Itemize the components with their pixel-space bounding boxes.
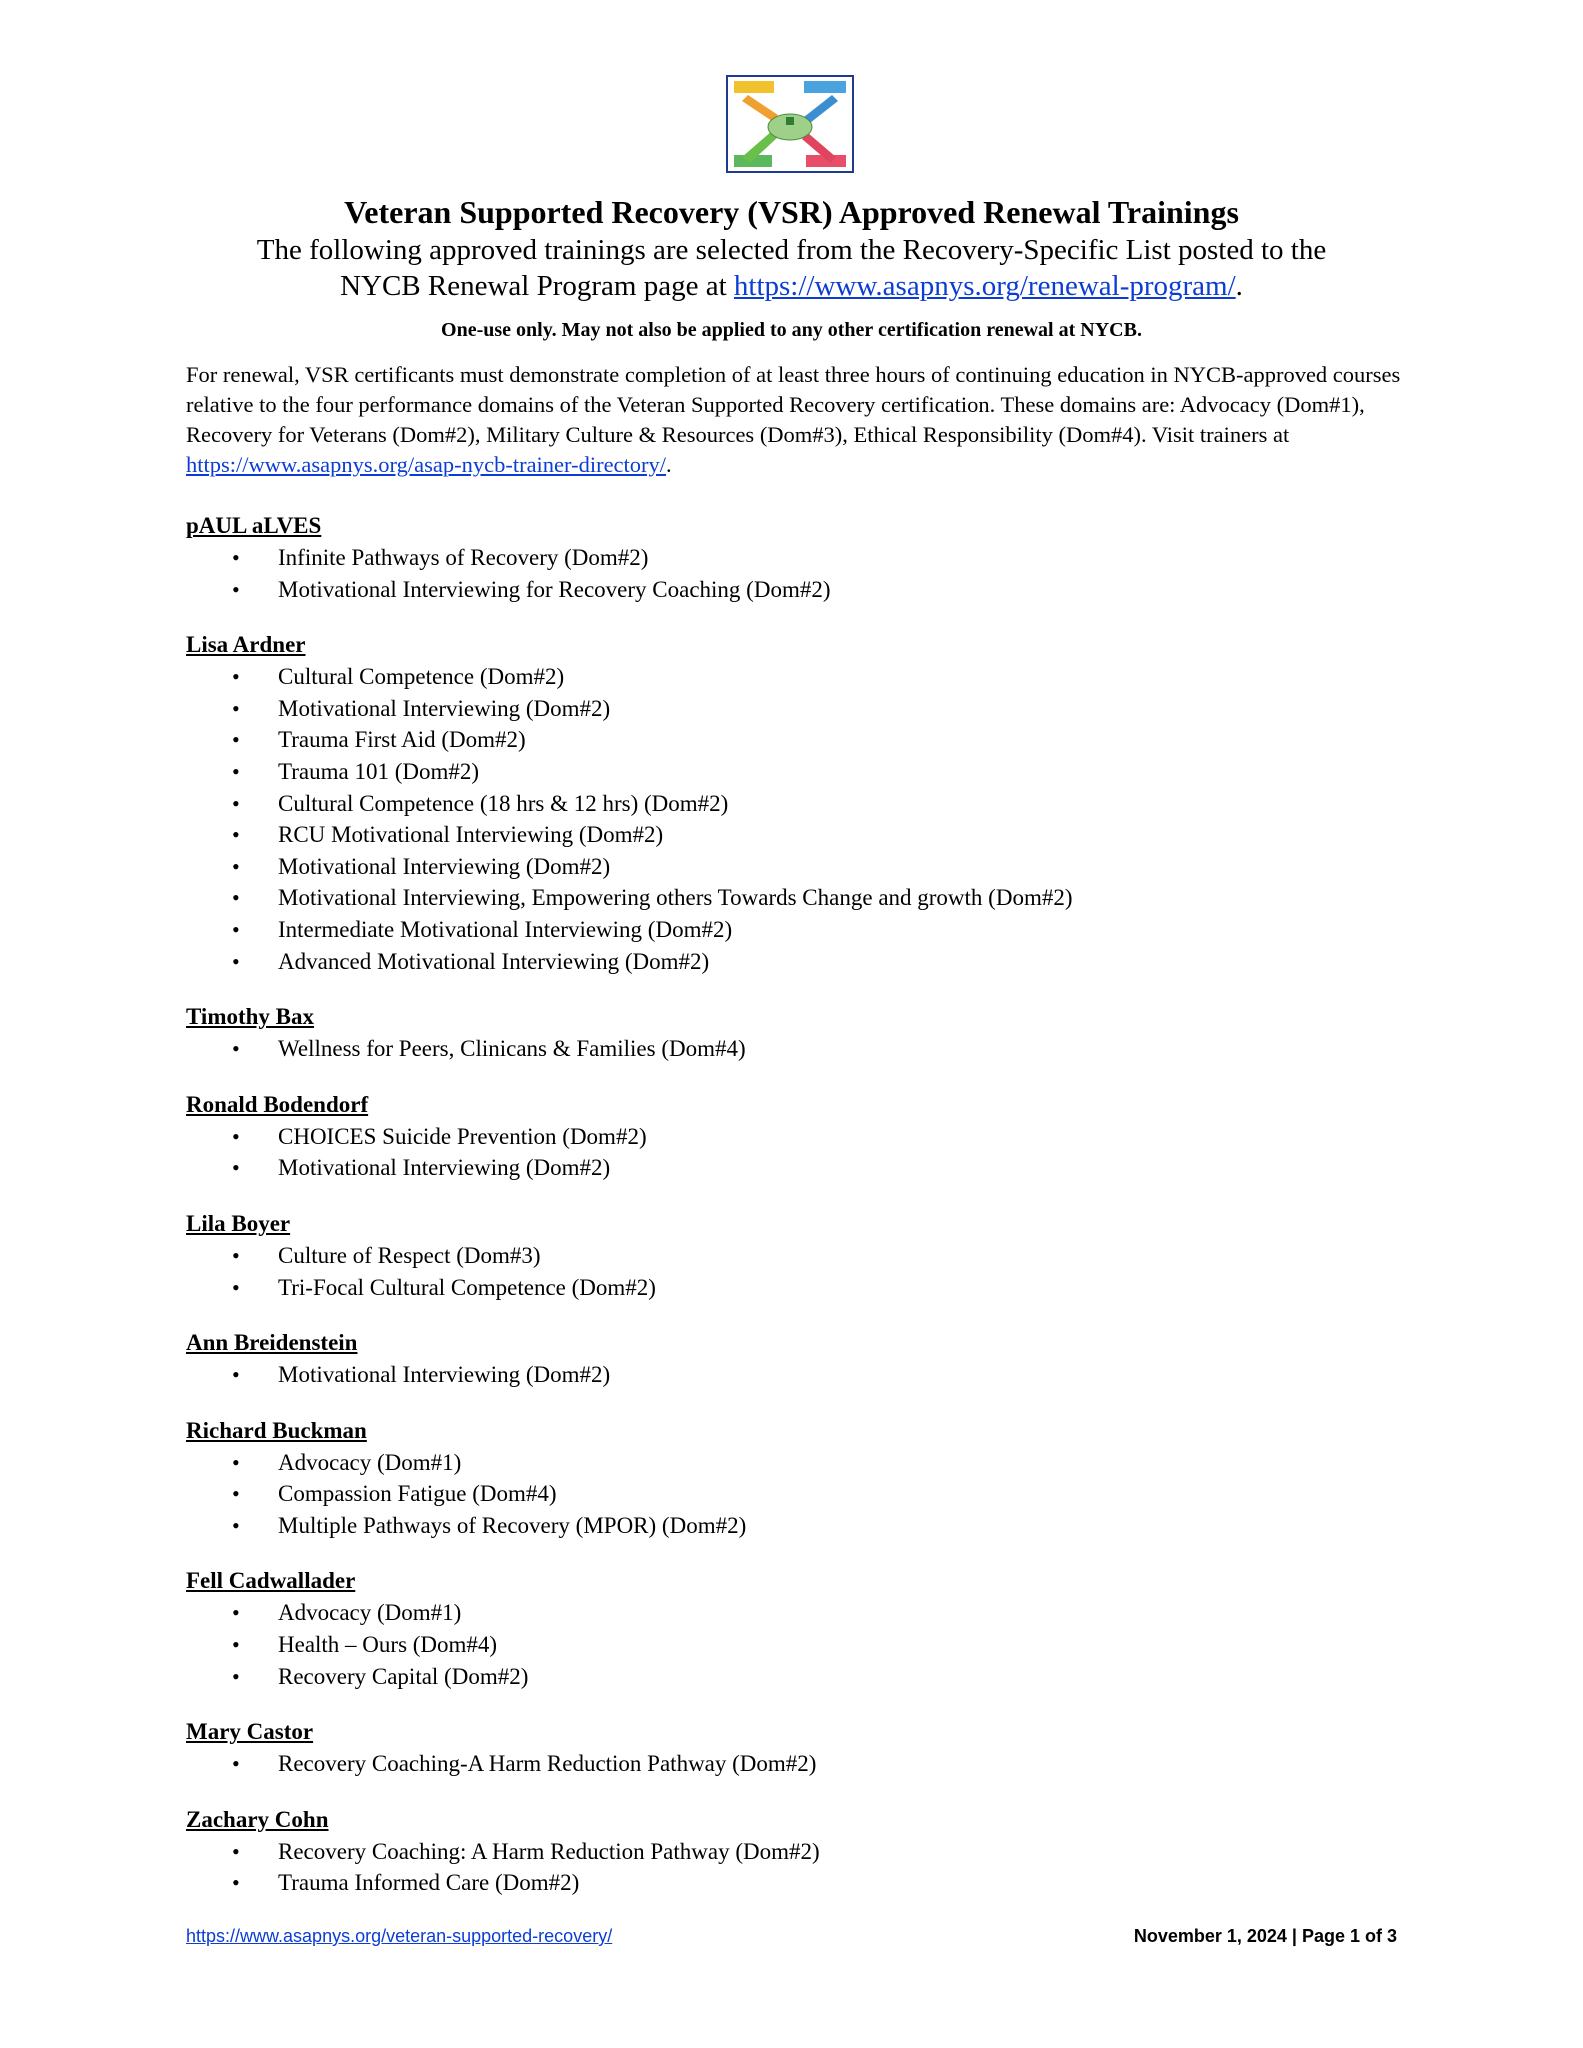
course-list bbox=[186, 1748, 1386, 1780]
course-item: • Intermediate Motivational Interviewing (Dom#2) bbox=[186, 914, 1386, 946]
course-item: • Compassion Fatigue (Dom#4) bbox=[186, 1478, 1386, 1510]
course-list bbox=[186, 1836, 1386, 1899]
course-item: • Recovery Coaching: A Harm Reduction Pathway (Dom#2) bbox=[186, 1836, 1386, 1868]
subtitle-line-1: The following approved trainings are selected from the Recovery-Specific List posted to the bbox=[256, 234, 1327, 266]
course-item: • Culture of Respect (Dom#3) bbox=[186, 1240, 1386, 1272]
course-item: • Trauma 101 (Dom#2) bbox=[186, 756, 1386, 788]
course-item: • Motivational Interviewing, Empowering others Towards Change and growth (Dom#2) bbox=[186, 882, 1386, 914]
intro-text: For renewal, VSR certificants must demonstrate completion of at least three hours of continuing education in NYCB-approved courses relative to the four performance domains of the Veteran Supported Recovery certification. These domains are: Advocacy (Dom#1), Recovery for Veterans (Dom#2), Military Culture & Resources (Dom#3), Ethical Responsibility (Dom#4). Visit trainers at bbox=[186, 362, 1401, 447]
course-list bbox=[186, 1033, 1386, 1065]
course-item: • Advanced Motivational Interviewing (Dom#2) bbox=[186, 946, 1386, 978]
course-item: • Motivational Interviewing (Dom#2) bbox=[186, 851, 1386, 883]
trainer-section bbox=[186, 1208, 1386, 1303]
vsr-logo-graphic bbox=[728, 77, 852, 171]
trainer-section bbox=[186, 1804, 1386, 1899]
trainer-name: Richard Buckman bbox=[186, 1417, 367, 1443]
subtitle-prefix: NYCB Renewal Program page at bbox=[340, 270, 734, 302]
trainer-section bbox=[186, 510, 1386, 605]
course-item: • Motivational Interviewing (Dom#2) bbox=[186, 1359, 1386, 1391]
page-subtitle bbox=[0, 232, 1583, 304]
trainer-list bbox=[186, 510, 1386, 1923]
trainer-section bbox=[186, 629, 1386, 977]
one-use-notice: One-use only. May not also be applied to any other certification renewal at NYCB. bbox=[441, 319, 1142, 341]
trainer-name: Fell Cadwallader bbox=[186, 1568, 356, 1594]
course-item: • Wellness for Peers, Clinicans & Families (Dom#4) bbox=[186, 1033, 1386, 1065]
subtitle-line-2 bbox=[0, 268, 1583, 304]
course-item: • Motivational Interviewing for Recovery Coaching (Dom#2) bbox=[186, 574, 1386, 606]
course-item: • Tri-Focal Cultural Competence (Dom#2) bbox=[186, 1272, 1386, 1304]
trainer-name: Lila Boyer bbox=[186, 1210, 291, 1236]
footer-date-page: November 1, 2024 | Page 1 of 3 bbox=[1133, 1926, 1397, 1946]
trainer-name: Lisa Ardner bbox=[186, 632, 306, 658]
trainer-name: Zachary Cohn bbox=[186, 1806, 329, 1832]
renewal-program-link[interactable]: https://www.asapnys.org/renewal-program/ bbox=[733, 270, 1236, 302]
course-list bbox=[186, 1597, 1386, 1692]
course-item: • Motivational Interviewing (Dom#2) bbox=[186, 1152, 1386, 1184]
course-list bbox=[186, 542, 1386, 605]
course-list bbox=[186, 1121, 1386, 1184]
footer-link[interactable]: https://www.asapnys.org/veteran-supported-recovery/ bbox=[186, 1926, 613, 1946]
trainer-directory-link[interactable]: https://www.asapnys.org/asap-nycb-trainer-directory/ bbox=[186, 452, 667, 477]
course-item: • Advocacy (Dom#1) bbox=[186, 1597, 1386, 1629]
trainer-name: Ronald Bodendorf bbox=[186, 1091, 369, 1117]
course-item: • Advocacy (Dom#1) bbox=[186, 1447, 1386, 1479]
course-item: • Trauma First Aid (Dom#2) bbox=[186, 724, 1386, 756]
subtitle-suffix: . bbox=[1235, 270, 1243, 302]
trainer-section bbox=[186, 1415, 1386, 1542]
trainer-name: pAUL aLVES bbox=[186, 513, 322, 538]
course-item: • Motivational Interviewing (Dom#2) bbox=[186, 693, 1386, 725]
course-item: • Recovery Coaching-A Harm Reduction Pathway (Dom#2) bbox=[186, 1748, 1386, 1780]
course-item: • RCU Motivational Interviewing (Dom#2) bbox=[186, 819, 1386, 851]
course-item: • Trauma Informed Care (Dom#2) bbox=[186, 1867, 1386, 1899]
trainer-section bbox=[186, 1327, 1386, 1391]
course-item: • Recovery Capital (Dom#2) bbox=[186, 1661, 1386, 1693]
course-item: • Cultural Competence (Dom#2) bbox=[186, 661, 1386, 693]
vsr-logo bbox=[726, 75, 854, 173]
trainer-section bbox=[186, 1565, 1386, 1692]
course-list bbox=[186, 661, 1386, 977]
course-list bbox=[186, 1240, 1386, 1303]
course-list bbox=[186, 1359, 1386, 1391]
course-item: • CHOICES Suicide Prevention (Dom#2) bbox=[186, 1121, 1386, 1153]
course-item: • Cultural Competence (18 hrs & 12 hrs) (Dom#2) bbox=[186, 788, 1386, 820]
trainer-name: Mary Castor bbox=[186, 1719, 314, 1745]
trainer-section bbox=[186, 1001, 1386, 1065]
page-title: Veteran Supported Recovery (VSR) Approved Renewal Trainings bbox=[344, 194, 1239, 230]
intro-suffix: . bbox=[666, 452, 672, 477]
course-item: • Multiple Pathways of Recovery (MPOR) (Dom#2) bbox=[186, 1510, 1386, 1542]
trainer-section bbox=[186, 1716, 1386, 1780]
intro-paragraph bbox=[186, 360, 1406, 480]
trainer-name: Timothy Bax bbox=[186, 1004, 315, 1030]
course-list bbox=[186, 1447, 1386, 1542]
course-item: • Infinite Pathways of Recovery (Dom#2) bbox=[186, 542, 1386, 574]
trainer-section bbox=[186, 1089, 1386, 1184]
trainer-name: Ann Breidenstein bbox=[186, 1330, 358, 1356]
course-item: • Health – Ours (Dom#4) bbox=[186, 1629, 1386, 1661]
